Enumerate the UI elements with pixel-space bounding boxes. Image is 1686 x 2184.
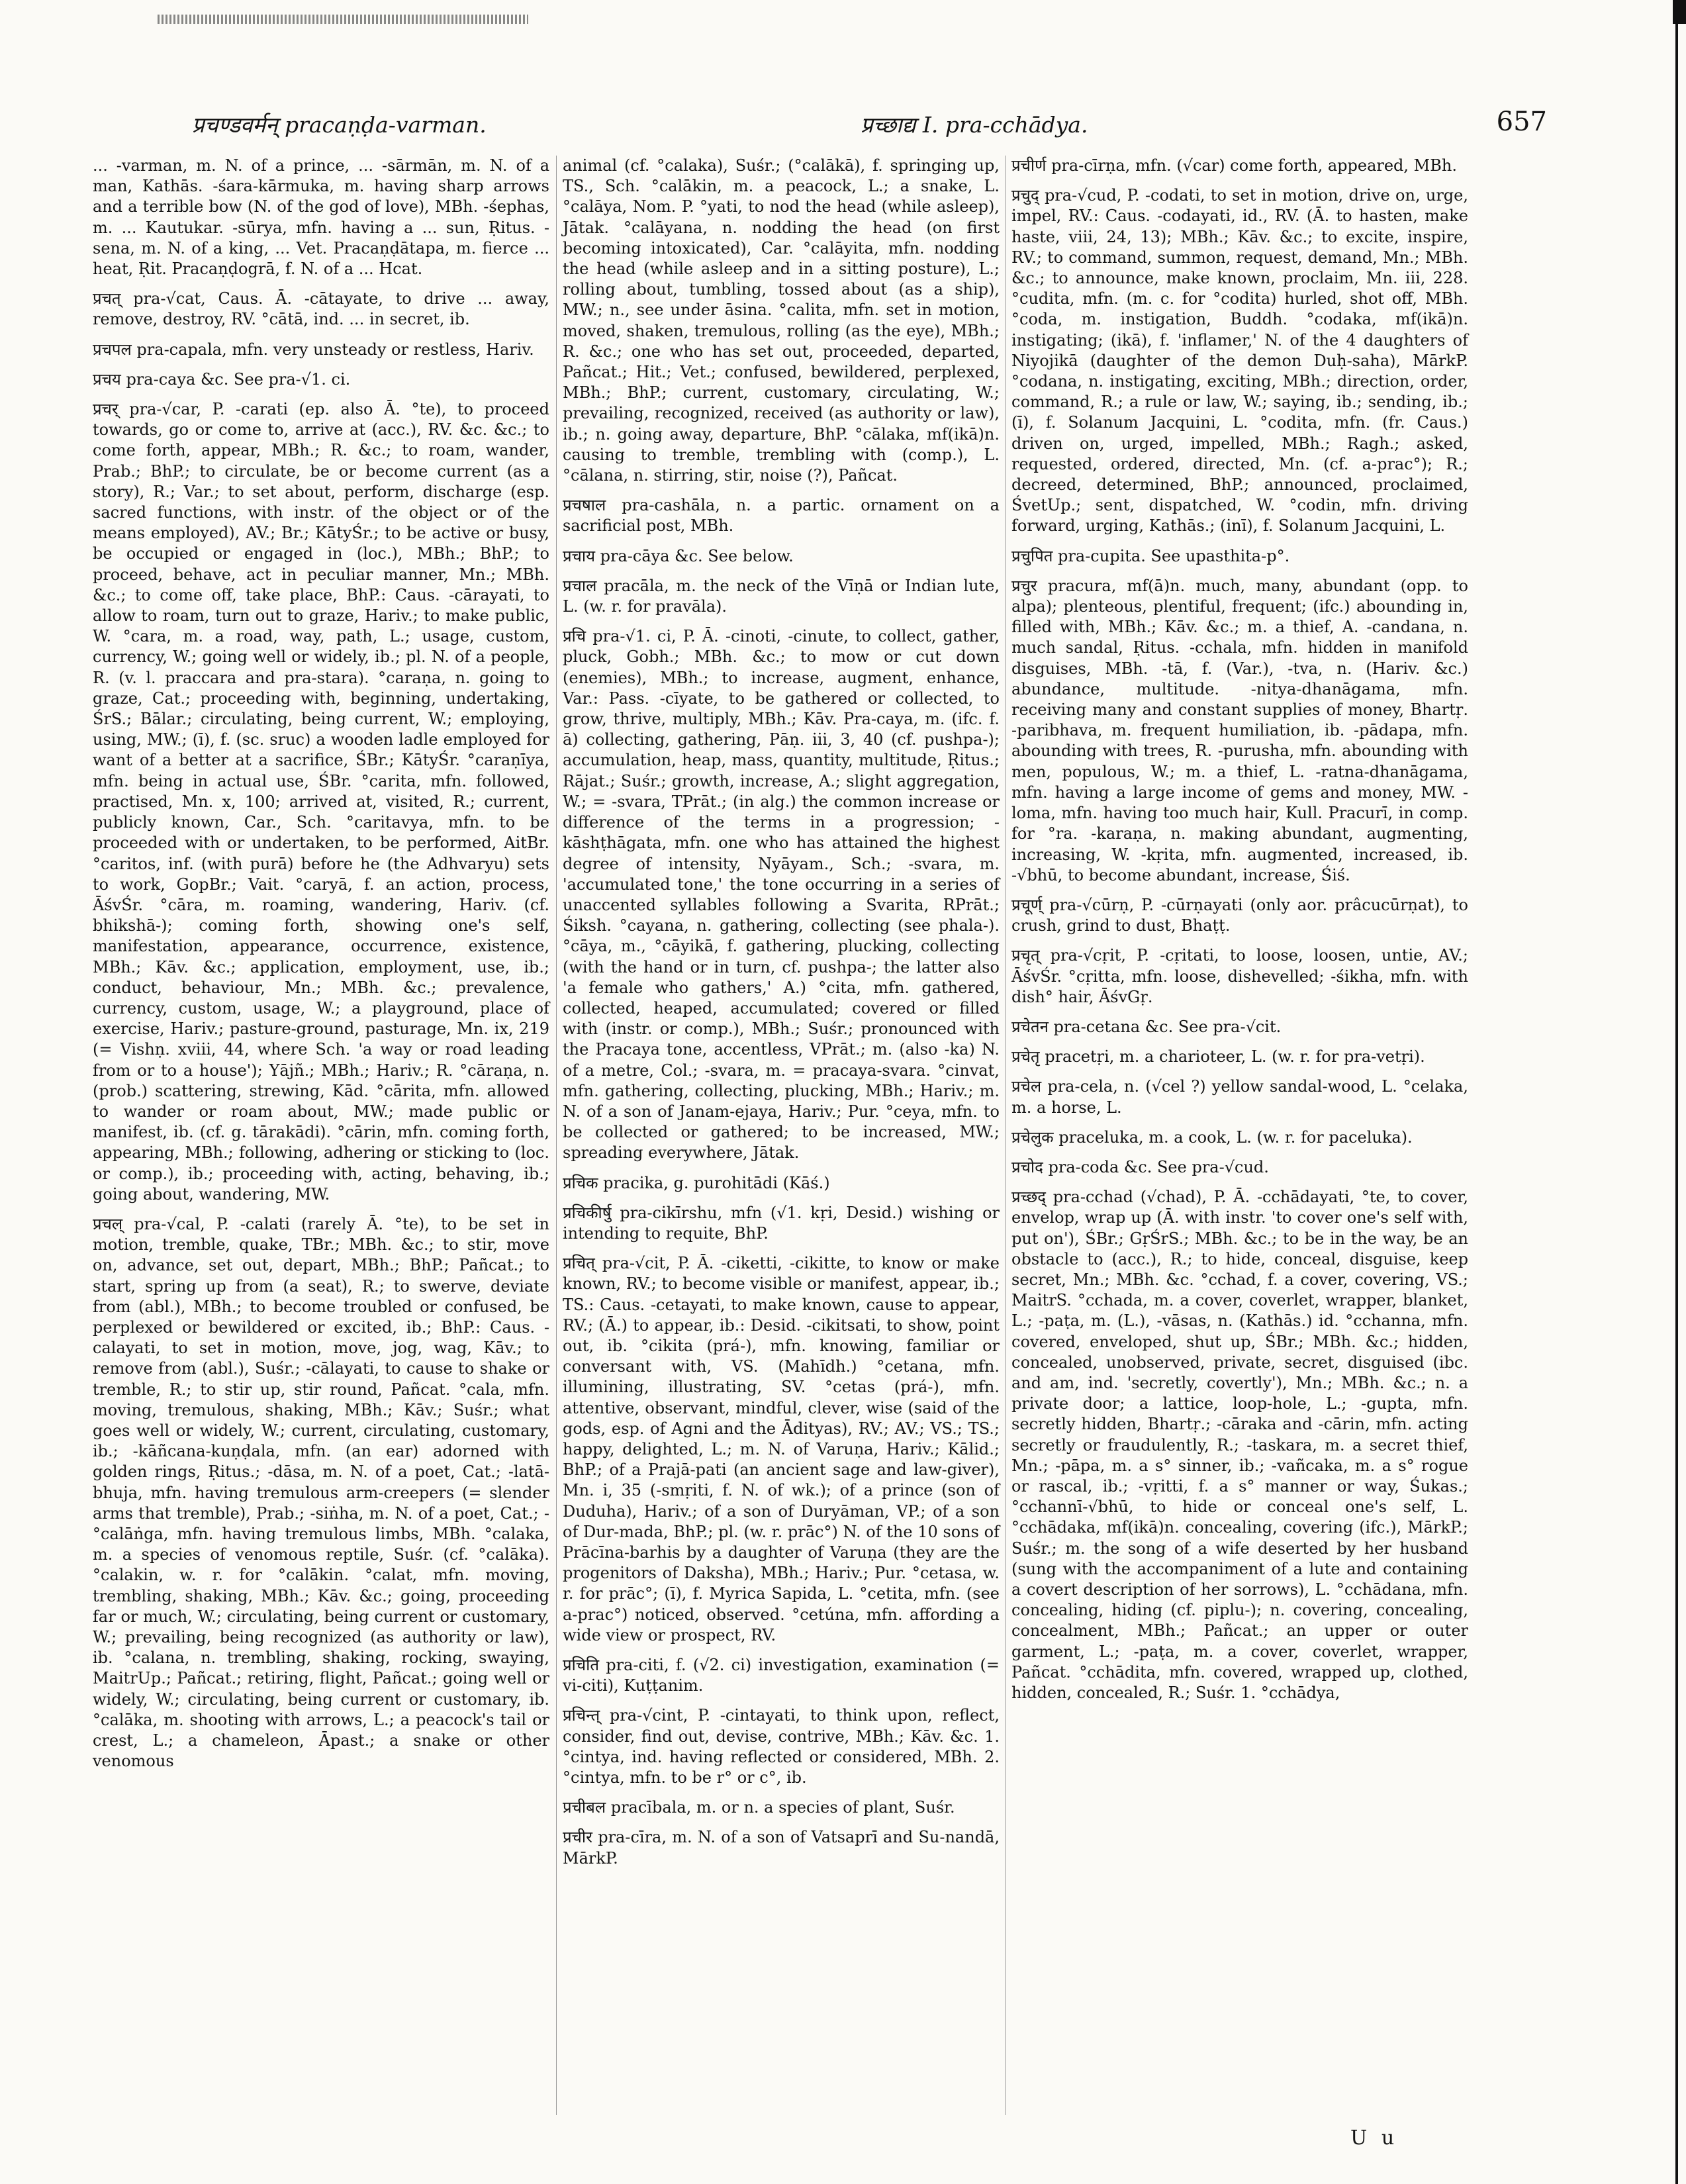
column-2 [563,156,1000,1878]
dictionary-entry: प्रचुद् pra-√cud, P. -codati, to set in motion, drive on, urge, impel, RV.: Caus. -codayati, id., RV. (Ā. to hasten, make haste, viii, 24, 13); MBh.; Kāv. &c.; to excite, inspire, RV.; to command, summon, request, demand, Mn.; MBh. &c.; to announce, make known, proclaim, Mn. iii, 228. °cudita, mfn. (m. c. for °codita) hurled, shot off, MBh. °coda, m. instigation, Buddh. °codaka, mf(ikā)n. instigating; (ikā), f. 'inflamer,' N. of the 4 daughters of Niyojikā (daughter of the demon Duḥ-saha), MārkP. °codana, n. instigating, exciting, MBh.; direction, order, command, R.; a rule or law, W.; saying, ib.; sending, ib.; (ī), f. Solanum Jacquini, L. °codita, mfn. (fr. Caus.) driven on, urged, impelled, MBh.; Ragh.; asked, requested, ordered, directed, Mn. (cf. a-prac°); R.; decreed, determined, BhP.; announced, proclaimed, ŚvetUp.; sent, dispatched, W. °codin, mfn. driving forward, urging, Kathās.; (inī), f. Solanum Jacquini, L. [1011,186,1468,536]
dictionary-entry: प्रचुपित pra-cupita. See upasthita-p°. [1011,546,1290,565]
scan-artifact [158,15,528,24]
header-left: प्रचण्डवर्मन् pracaṇḍa-varman. [192,112,487,138]
column-1 [93,156,549,1781]
dictionary-entry: प्रचुर pracura, mf(ā)n. much, many, abundant (opp. to alpa); plenteous, plentiful, frequent; (ifc.) abounding in, filled with, MBh.; Kāv. &c.; m. a thief, A. -candana, n. much sandal, Ṛitus. -cchala, mfn. hidden in manifold disguises, MBh. -tā, f. (Var.), -tva, n. (Hariv. &c.) abundance, multitude. -nitya-dhanāgama, mfn. receiving many and constant supplies of money, Bhartṛ. -paribhava, m. frequent humiliation, ib. -pādapa, mfn. abounding with trees, R. -purusha, mfn. abounding with men, populous, W.; m. a thief, L. -ratna-dhanāgama, mfn. having a large income of gems and money, MW. -loma, mfn. having too much hair, Kull. Pracurī, in comp. for °ra. -karaṇa, n. making abundant, augmenting, increasing, W. -kṛita, mfn. augmented, increased, ib. -√bhū, to become abundant, increase, Śiś. [1011,576,1468,884]
dictionary-entry: प्रचीबल pracībala, m. or n. a species of plant, Suśr. [563,1798,955,1817]
dictionary-entry: animal (cf. °calaka), Suśr.; (°calākā), f. springing up, TS., Sch. °calākin, m. a peacock, L.; a snake, L. °calāya, Nom. P. °yati, to nod the head (while asleep), Jātak. °calāyana, n. nodding the head (on first becoming intoxicated), Car. °calāyita, mfn. nodding the head (while asleep and in a sitting posture), L.; rolling about, tumbling, tossed about (as a ship), MW.; n., see under āsina. °calita, mfn. set in motion, moved, shaken, tremulous, rolling (as the eye), MBh.; R. &c.; one who has set out, proceeded, departed, Pañcat.; Hit.; Vet.; confused, bewildered, perplexed, MBh.; BhP.; current, customary, circulating, W.; prevailing, recognized, received (as authority or law), ib.; n. going away, departure, BhP. °cālaka, mf(ikā)n. causing to tremble, trembling with (comp.), L. °cālana, n. stirring, stir, noise (?), Pañcat. [563,156,1000,485]
dictionary-entry: प्रचाय pra-cāya &c. See below. [563,546,794,565]
dictionary-entry: प्रचृत् pra-√cṛit, P. -cṛitati, to loose, loosen, untie, AV.; ĀśvŚr. °cṛitta, mfn. loose, dishevelled; -śikha, mfn. with dish° hair, ĀśvGṛ. [1011,946,1468,1006]
dictionary-entry: प्रचाल pracāla, m. the neck of the Vīṇā or Indian lute, L. (w. r. for pravāla). [563,576,1000,616]
page-edge [1671,0,1686,2184]
dictionary-entry: प्रचीर pra-cīra, m. N. of a son of Vatsaprī and Su-nandā, MārkP. [563,1828,1000,1868]
page-number: 657 [1496,107,1547,137]
dictionary-entry: प्रचि pra-√1. ci, P. Ā. -cinoti, -cinute, to collect, gather, pluck, Gobh.; MBh. &c.; to mow or cut down (enemies), MBh.; to increase, augment, enhance, Var.: Pass. -cīyate, to be gathered or collected, to grow, thrive, multiply, MBh.; Kāv. Pra-caya, m. (ifc. f. ā) collecting, gathering, Pāṇ. iii, 3, 40 (cf. pushpa-); accumulation, heap, mass, quantity, multitude, Ṛitus.; Rājat.; Suśr.; growth, increase, A.; slight aggregation, W.; = -svara, TPrāt.; (in alg.) the common increase or difference of the terms in a progression; -kāshṭhāgata, mfn. one who has attained the highest degree of intensity, Nyāyam., Sch.; -svara, m. 'accumulated tone,' the tone occurring in a series of unaccented syllables following a Svarita, RPrāt.; Śiksh. °cayana, n. gathering, collecting (see phala-). °cāya, m., °cāyikā, f. gathering, plucking, collecting (with the hand or in turn, cf. pushpa-; the latter also 'a female who gathers,' A.) °cita, mfn. gathered, collected, heaped, accumulated; covered or filled with (instr. or comp.), MBh.; Suśr.; pronounced with the Pracaya tone, accentless, VPrāt.; m. (also -ka) N. of a metre, Col.; -svara, m. = pracaya-svara. °cinvat, mfn. gathering, collecting, plucking, MBh.; Hariv.; m. N. of a son of Janam-ejaya, Hariv.; Pur. °ceya, mfn. to be collected or gathered; to be increased, MW.; spreading everywhere, Jātak. [563,627,1000,1163]
header-center: प्रच्छाद्य I. pra-cchādya. [861,112,1088,138]
column-divider [556,156,557,2115]
column-divider [1005,156,1006,2115]
dictionary-entry: प्रचोद pra-coda &c. See pra-√cud. [1011,1157,1269,1176]
dictionary-entry: प्रचिन्त् pra-√cint, P. -cintayati, to think upon, reflect, consider, find out, devise, contrive, MBh.; Kāv. &c. 1. °cintya, ind. having reflected or considered, MBh. 2. °cintya, mfn. to be r° or c°, ib. [563,1706,1000,1787]
dictionary-entry: प्रचीर्ण pra-cīrṇa, mfn. (√car) come forth, appeared, MBh. [1011,156,1457,175]
dictionary-entry: प्रचेलुक praceluka, m. a cook, L. (w. r. for paceluka). [1011,1127,1413,1147]
dictionary-entry: प्रच्छद् pra-cchad (√chad), P. Ā. -cchādayati, °te, to cover, envelop, wrap up (Ā. with instr. 'to cover one's self with, put on'), ŚBr.; GṛŚrS.; MBh. &c.; to be in the way, be an obstacle to (acc.), R.; to hide, conceal, disguise, keep secret, Mn.; MBh. &c. °cchad, f. a cover, covering, VS.; MaitrS. °cchada, m. a cover, coverlet, wrapper, blanket, L.; -paṭa, m. (L.), -vāsas, n. (Kathās.) id. °cchanna, mfn. covered, enveloped, shut up, ŚBr.; MBh. &c.; hidden, concealed, unobserved, private, secret, disguised (ibc. and am, ind. 'secretly, covertly'), Mn.; MBh. &c.; n. a private door; a lattice, loop-hole, L.; -gupta, mfn. secretly hidden, Bhartṛ.; -cāraka and -cārin, mfn. acting secretly or fraudulently, R.; -taskara, m. a secret thief, Mn.; -pāpa, m. a s° sinner, ib.; -vañcaka, m. a s° rogue or rascal, ib.; -vṛitti, f. a s° manner or way, Śukas.; °cchannī-√bhū, to hide or conceal one's self, L. °cchādaka, mf(ikā)n. concealing, covering (ifc.), MārkP.; Suśr.; m. the song of a wife deserted by her husband (sung with the accompaniment of a lute and containing a covert description of her sorrows), L. °cchādana, mfn. concealing, hiding (cf. piplu-); n. covering, concealing, concealment, MBh.; Pañcat.; an upper or outer garment, L.; -paṭa, m. a cover, coverlet, wrapper, Pañcat. °cchādita, mfn. covered, wrapped up, clothed, hidden, concealed, R.; Suśr. 1. °cchādya, [1011,1188,1468,1703]
dictionary-entry: प्रचेतन pra-cetana &c. See pra-√cit. [1011,1017,1282,1036]
dictionary-entry: प्रचित् pra-√cit, P. Ā. -ciketti, -cikitte, to know or make known, RV.; to become visible or manifest, appear, ib.; TS.: Caus. -cetayati, to make known, cause to appear, RV.; (Ā.) to appear, ib.: Desid. -cikitsati, to show, point out, ib. °cikita (prá-), mfn. knowing, familiar or conversant with, VS. (Mahīdh.) °cetana, mfn. illumining, illustrating, SV. °cetas (prá-), mfn. attentive, observant, mindful, clever, wise (said of the gods, esp. of Agni and the Ādityas), RV.; AV.; VS.; TS.; happy, delighted, L.; m. N. of Varuṇa, Hariv.; Kālid.; BhP.; of a Prajā-pati (an ancient sage and law-giver), Mn. i, 35 (-smṛiti, f. N. of wk.); of a prince (son of Duduha), Hariv.; of a son of Duryāman, VP.; of a son of Dur-mada, BhP.; pl. (w. r. prāc°) N. of the 10 sons of Prācīna-barhis by a daughter of Varuṇa (they are the progenitors of Daksha), MBh.; Hariv.; Pur. °cetasa, w. r. for prāc°; (ī), f. Myrica Sapida, L. °cetita, mfn. (see a-prac°) noticed, observed. °cetúna, mfn. affording a wide view or prospect, RV. [563,1254,1000,1644]
dictionary-entry: प्रचपल pra-capala, mfn. very unsteady or restless, Hariv. [93,340,534,359]
dictionary-entry: प्रचूर्ण् pra-√cūrṇ, P. -cūrṇayati (only aor. prâcucūrṇat), to crush, grind to dust, Bhaṭṭ. [1011,895,1468,935]
dictionary-entry: प्रचिति pra-citi, f. (√2. ci) investigation, examination (= vi-citi), Kuṭṭanim. [563,1656,1000,1695]
dictionary-entry: प्रचेल pra-cela, n. (√cel ?) yellow sandal-wood, L. °celaka, m. a horse, L. [1011,1077,1468,1117]
column-3 [1011,156,1468,1713]
dictionary-entry: प्रचय pra-caya &c. See pra-√1. ci. [93,369,351,389]
dictionary-entry: प्रचत् pra-√cat, Caus. Ā. -cātayate, to drive ... away, remove, destroy, RV. °cātā, ind. ... in secret, ib. [93,289,549,329]
dictionary-entry: प्रचषाल pra-cashāla, n. a partic. ornament on a sacrificial post, MBh. [563,496,1000,536]
dictionary-entry: प्रचिकीर्षु pra-cikīrshu, mfn (√1. kṛi, Desid.) wishing or intending to requite, BhP. [563,1203,1000,1243]
dictionary-entry: प्रचर् pra-√car, P. -carati (ep. also Ā. °te), to proceed towards, go or come to, arrive at (acc.), RV. &c. &c.; to come forth, appear, MBh.; R. &c.; to roam, wander, Prab.; BhP.; to circulate, be or become current (as a story), R.; Var.; to set about, perform, discharge (esp. sacred functions, with instr. of the object or of the means employed), AV.; Br.; KātyŚr.; to be active or busy, be occupied or engaged in (loc.), MBh.; BhP.; to proceed, behave, act in peculiar manner, Mn.; MBh. &c.; to come off, take place, BhP.: Caus. -cārayati, to allow to roam, turn out to graze, Hariv.; to make public, W. °cara, m. a road, way, path, L.; usage, custom, currency, W.; going well or widely, ib.; pl. N. of a people, R. (v. l. praccara and pra-stara). °caraṇa, n. going to graze, Cat.; proceeding with, beginning, undertaking, ŚrS.; Bālar.; circulating, being current, W.; employing, using, MW.; (ī), f. (sc. sruc) a wooden ladle employed for want of a better at a sacrifice, ŚBr.; KātyŚr. °caraṇīya, mfn. being in actual use, ŚBr. °carita, mfn. followed, practised, Mn. x, 100; arrived at, visited, R.; current, publicly known, Car., Sch. °caritavya, mfn. to be proceeded with or undertaken, to be performed, AitBr. °caritos, inf. (with purā) before he (the Adhvaryu) sets to work, GopBr.; Vait. °caryā, f. an action, process, ĀśvŚr. °cāra, m. roaming, wandering, Hariv. (cf. bhikshā-); coming forth, showing one's self, manifestation, appearance, occurrence, existence, MBh.; Kāv. &c.; application, employment, use, ib.; conduct, behaviour, Mn.; MBh. &c.; prevalence, currency, custom, usage, W.; a playground, place of exercise, Hariv.; pasture-ground, pasturage, Mn. ix, 219 (= Vishṇ. xviii, 44, where Sch. 'a way or road leading from or to a house'); Yājñ.; MBh.; Hariv.; R. °cāraṇa, n. (prob.) scattering, strewing, Kād. °cārita, mfn. allowed to wander or roam about, MW.; made public or manifest, ib. (cf. g. tārakādi). °cārin, mfn. coming forth, appearing, MBh.; following, adhering or sticking to (loc. or comp.), ib.; proceeding with, acting, behaving, ib.; going about, wandering, MW. [93,400,549,1204]
signature-mark: U u [1350,2126,1399,2150]
dictionary-entry: ... -varman, m. N. of a prince, ... -sārmān, m. N. of a man, Kathās. -śara-kārmuka, m. having sharp arrows and a terrible bow (N. of the god of love), MBh. -śephas, m. ... Kautukar. -sūrya, mfn. having a ... sun, Ṛitus. -sena, m. N. of a king, ... Vet. Pracaṇḍātapa, m. fierce ... heat, Ṛit. Pracaṇḍogrā, f. N. of a ... Hcat. [93,156,549,279]
dictionary-entry: प्रचल् pra-√cal, P. -calati (rarely Ā. °te), to be set in motion, tremble, quake, TBr.; MBh. &c.; to stir, move on, advance, set out, depart, MBh.; BhP.; Pañcat.; to start, spring up from (a seat), R.; to swerve, deviate from (abl.), MBh.; to become troubled or confused, be perplexed or bewildered or excited, ib.; BhP.: Caus. -calayati, to set in motion, move, jog, wag, Kāv.; to remove from (abl.), Suśr.; -cālayati, to cause to shake or tremble, R.; to stir up, stir round, Pañcat. °cala, mfn. moving, tremulous, shaking, MBh.; Kāv.; Suśr.; what goes well or widely, W.; current, circulating, customary, ib.; -kāñcana-kuṇḍala, mfn. (an ear) adorned with golden rings, Ṛitus.; -dāsa, m. N. of a poet, Cat.; -latā-bhuja, mfn. having tremulous arm-creepers (= slender arms that tremble), Prab.; -siṅha, m. N. of a poet, Cat.; -°calāṅga, mfn. having tremulous limbs, MBh. °calaka, m. a species of venomous reptile, Suśr. (cf. °calāka). °calakin, w. r. for °calākin. °calat, mfn. moving, trembling, shaking, MBh.; Kāv. &c.; going, proceeding far or much, W.; circulating, being current or customary, W.; prevailing, being recognized (as authority or law), ib. °calana, n. trembling, shaking, rocking, swaying, MaitrUp.; Pañcat.; retiring, flight, Pañcat.; going well or widely, W.; circulating, being current or customary, ib. °calāka, m. shooting with arrows, L.; a peacock's tail or crest, L.; a chameleon, Āpast.; a snake or other venomous [93,1214,549,1771]
running-header [192,107,1547,149]
dictionary-entry: प्रचेतृ pracetṛi, m. a charioteer, L. (w. r. for pra-vetṛi). [1011,1047,1425,1067]
dictionary-entry: प्रचिक pracika, g. purohitādi (Kāś.) [563,1173,830,1192]
